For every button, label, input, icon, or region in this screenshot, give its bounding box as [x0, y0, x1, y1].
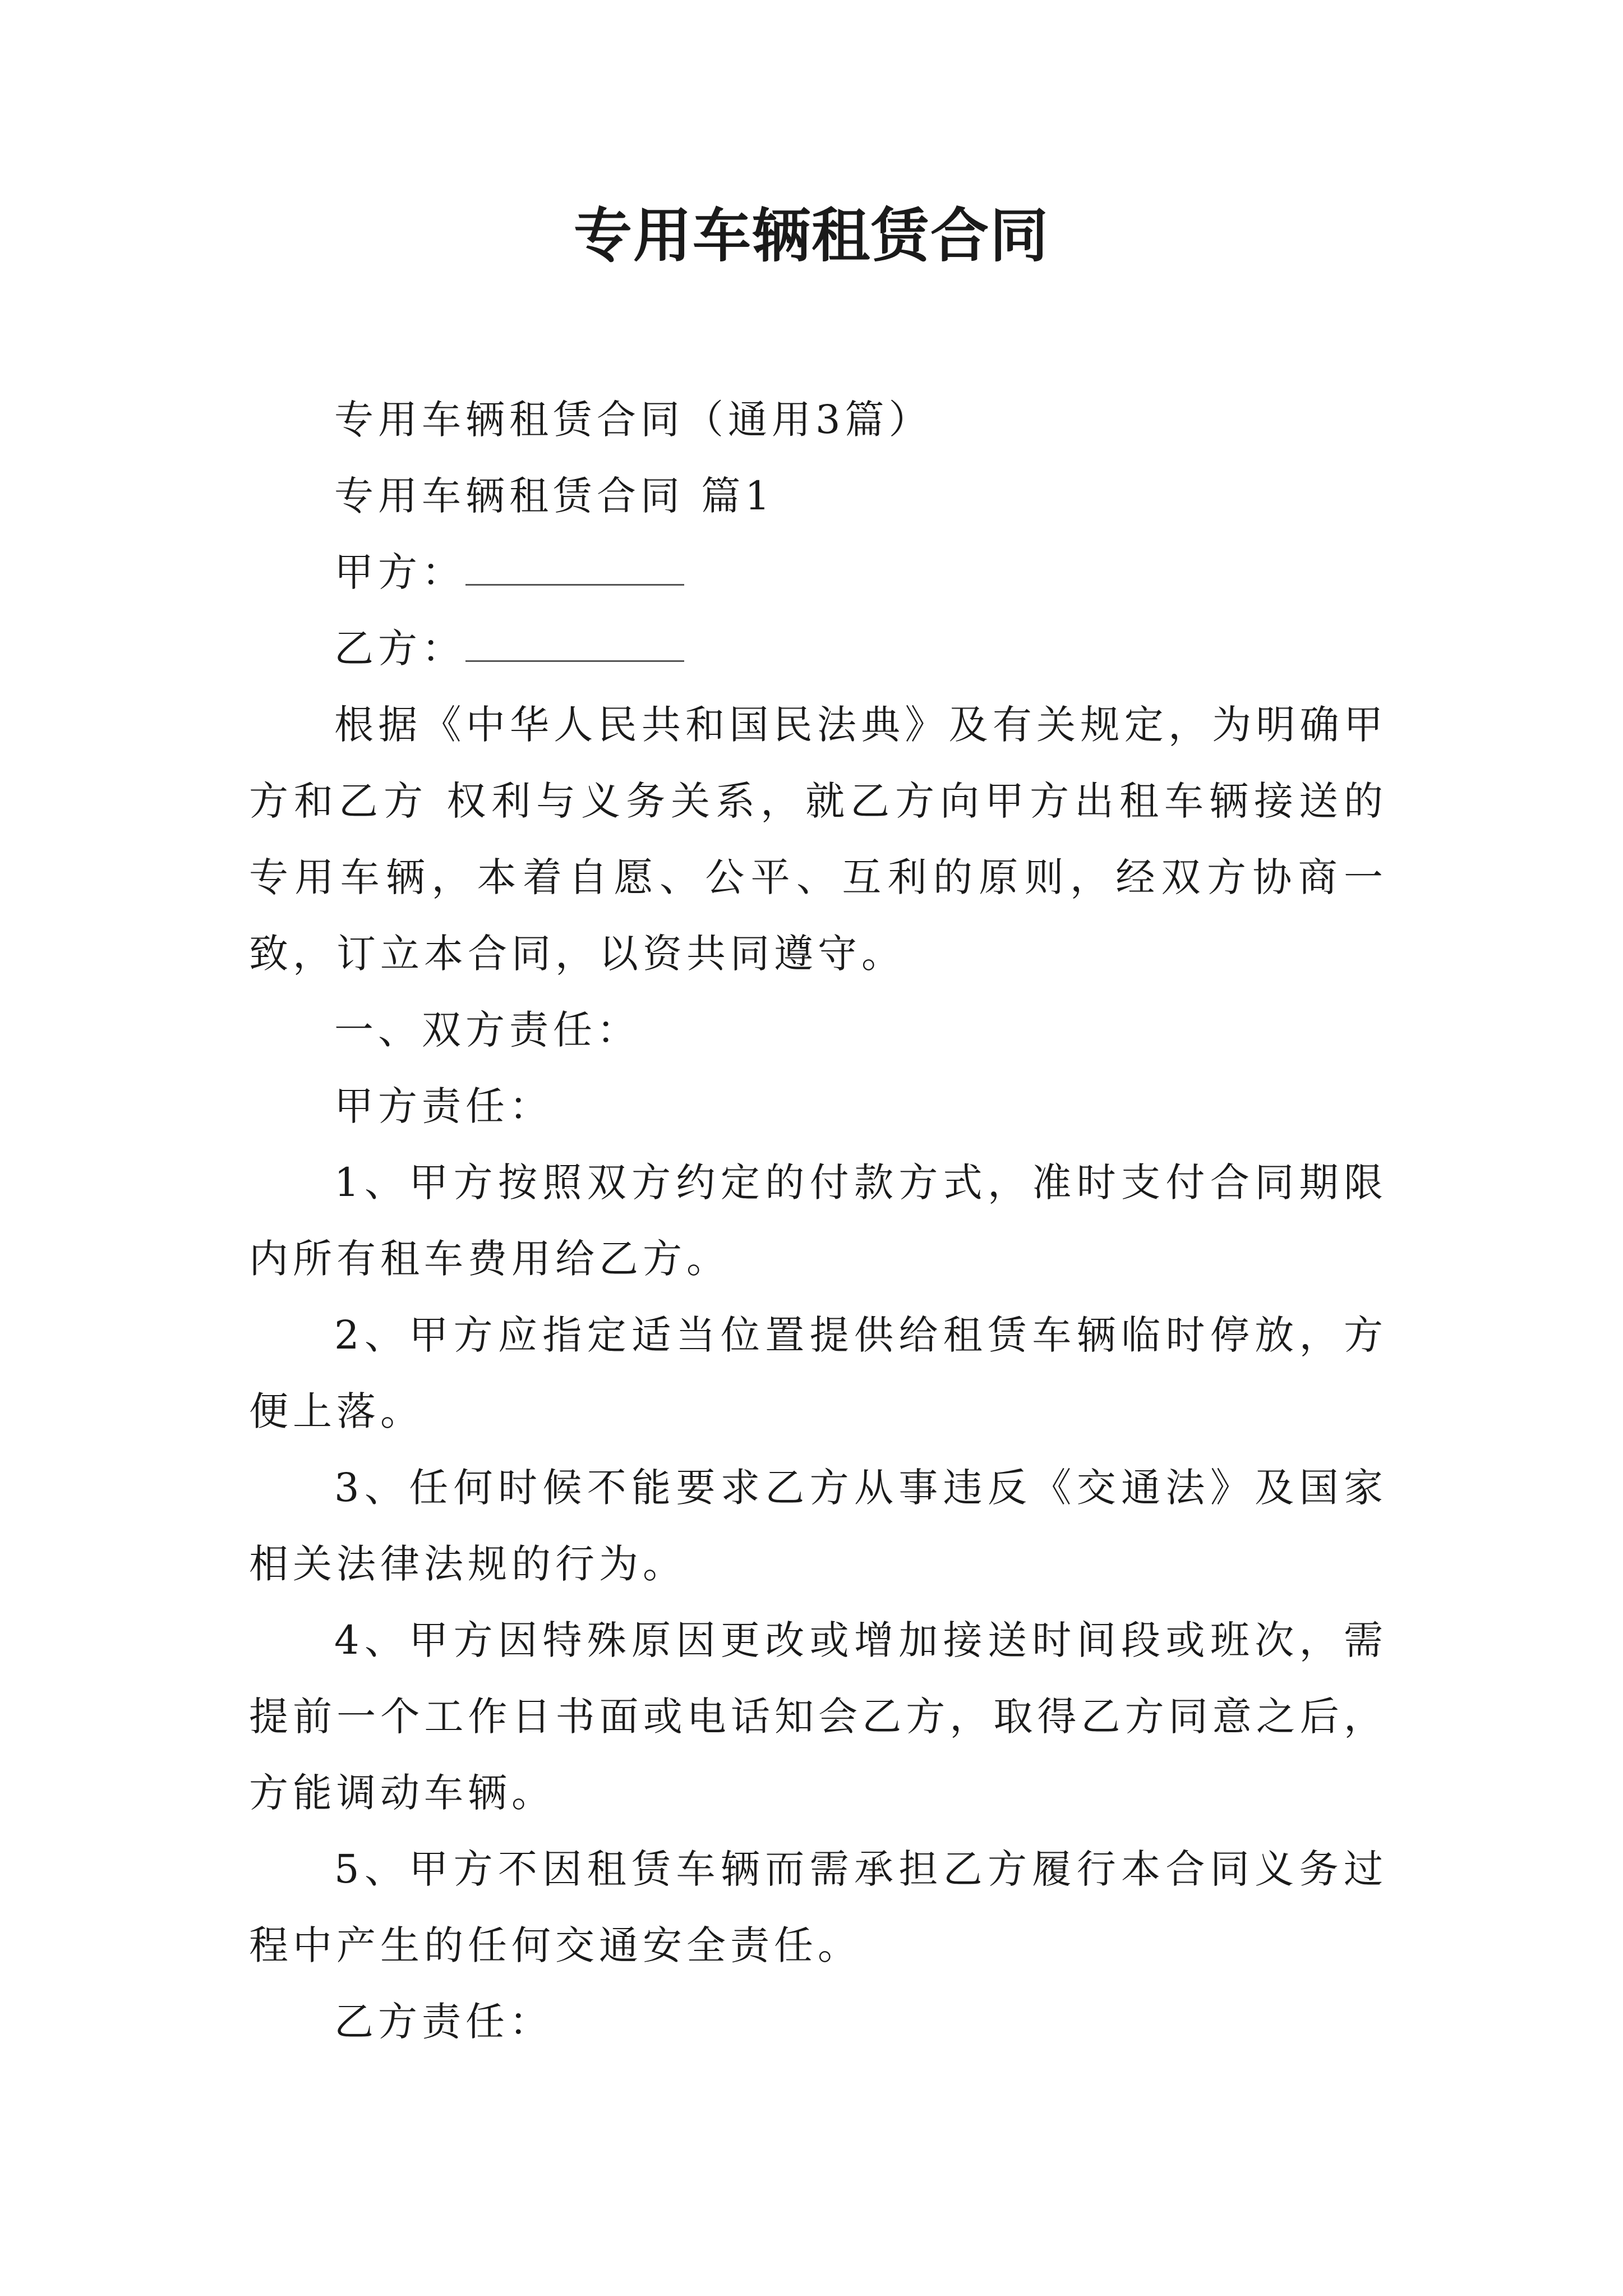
party-a-duty-5: 5、甲方不因租赁车辆而需承担乙方履行本合同义务过程中产生的任何交通安全责任。	[249, 1846, 1387, 1968]
party-a-label: 甲方：	[334, 549, 465, 595]
section-heading: 专用车辆租赁合同 篇1	[334, 473, 774, 519]
party-b-line	[249, 610, 1387, 687]
party-a-duty-3: 3、任何时候不能要求乙方从事违反《交通法》及国家相关法律法规的行为。	[249, 1465, 1387, 1587]
document-body	[249, 381, 1387, 2060]
preamble-paragraph: 根据《中华人民共和国民法典》及有关规定，为明确甲方和乙方 权利与义务关系，就乙方向甲方出租车辆接送的专用车辆，本着自愿、公平、互利的原则，经双方协商一致，订立本合同，以资共同遵守。	[249, 702, 1387, 977]
party-a-blank	[465, 550, 684, 586]
party-a-duties-heading: 甲方责任：	[334, 1083, 553, 1129]
party-a-duty-2: 2、甲方应指定适当位置提供给租赁车辆临时停放，方便上落。	[249, 1312, 1387, 1434]
party-b-label: 乙方：	[334, 625, 465, 671]
party-a-duty-4: 4、甲方因特殊原因更改或增加接送时间段或班次，需提前一个工作日书面或电话知会乙方，取得乙方同意之后，方能调动车辆。	[249, 1617, 1387, 1816]
document-title: 专用车辆租赁合同	[573, 201, 1049, 270]
document-subtitle: 专用车辆租赁合同（通用3篇）	[334, 397, 933, 443]
party-a-line	[249, 534, 1387, 610]
clause-one-heading: 一、双方责任：	[334, 1007, 640, 1053]
party-b-blank	[465, 627, 684, 662]
party-b-duties-heading: 乙方责任：	[334, 1999, 553, 2045]
party-a-duty-1: 1、甲方按照双方约定的付款方式，准时支付合同期限内所有租车费用给乙方。	[249, 1159, 1387, 1282]
